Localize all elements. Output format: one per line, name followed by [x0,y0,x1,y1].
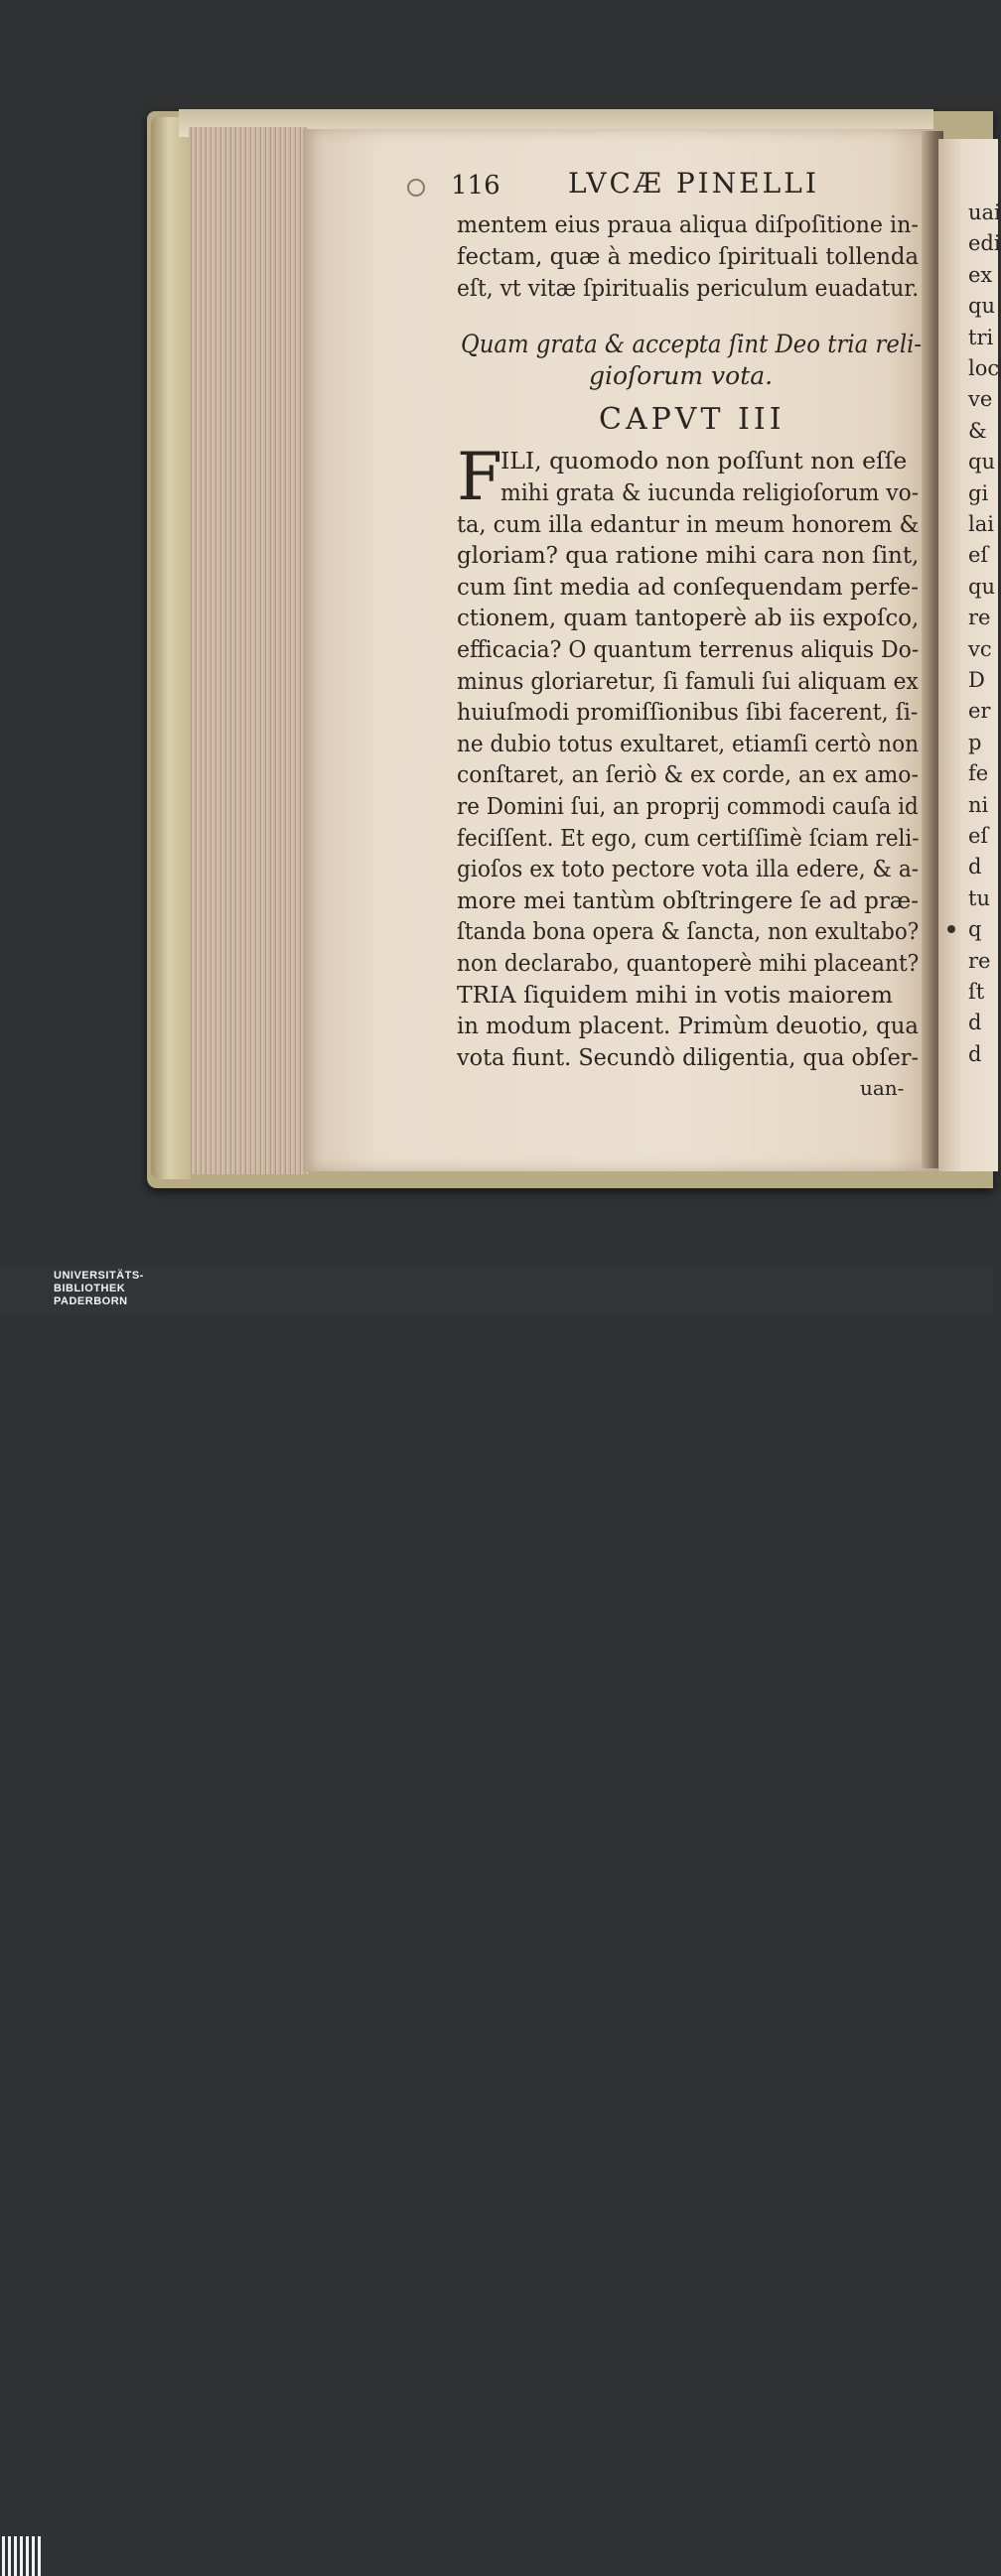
library-logo-icon [2,2536,46,2576]
text-line: TRIA ſiquidem mihi in votis maiorem [457,980,894,1009]
facing-page-fragment: eſ [968,543,989,568]
text-line: mihi grata & iucunda religioſorum vo- [500,478,920,506]
facing-page-fragment: lai [968,512,994,536]
facing-page-fragment: fe [968,761,989,786]
text-line: re Domini ſui, an proprij commodi cauſa id [457,792,919,820]
facing-page-fragment: gi [968,480,989,505]
chapter-label: CAPVT III [599,402,786,437]
text-line: gloriam? qua ratione mihi cara non ſint, [457,541,920,570]
text-line: cum ſint media ad conſequendam perfe- [457,572,919,601]
text-line: minus gloriaretur, ſi famuli ſui aliquam ex [457,666,919,695]
facing-page-fragment: d [968,1041,982,1066]
facing-page-fragment: er [968,699,991,724]
ink-spot [947,925,955,933]
text-line: fectam, quæ à medico ſpirituali tollenda [457,242,920,270]
facing-page-fragment: D [968,668,985,692]
facing-page-fragment: loc [968,356,1000,380]
library-name-line: PADERBORN [54,1295,128,1307]
text-line: efficacia? O quantum terrenus aliquis Do- [457,635,920,663]
facing-page-fragment: qu [968,294,995,319]
text-line: ne dubio totus exultaret, etiamſi certò non [457,729,919,757]
facing-page-fragment: qu [968,450,995,475]
library-footer [0,1266,993,1315]
facing-page-fragment: eſ [968,824,989,848]
facing-page-fragment: ſt [968,980,985,1004]
text-line: in modum placent. Primùm deuotio, qua [457,1012,919,1040]
facing-page-fragment: p [968,730,982,754]
text-line: conſtaret, an ſeriò & ex corde, an ex amo- [457,760,919,789]
chapter-title-line: Quam grata & accepta ſint Deo tria reli- [461,330,923,358]
page-number: 116 [451,171,500,201]
catchword: uan- [860,1076,905,1100]
text-line: non declarabo, quantoperè mihi placeant? [457,949,920,977]
text-line: eſt, vt vitæ ſpiritualis periculum euadatur. [457,274,920,302]
facing-page-fragment: re [968,948,991,973]
text-line: ILI, quomodo non poſſunt non eſſe [500,447,908,475]
text-line: gioſos ex toto pectore vota illa edere, & a- [457,855,920,883]
text-line: more mei tantùm obſtringere ſe ad præ- [457,885,919,914]
facing-page-fragment: q [968,917,982,942]
facing-page-fragment: edi [968,231,1001,256]
facing-page-fragment: d [968,855,982,880]
facing-page-fragment: ve [968,387,993,412]
facing-page-fragment: ex [968,262,993,287]
chapter-title-line: gioſorum vota. [589,361,774,390]
scan-stage [0,0,1001,1266]
facing-page-fragment: re [968,606,991,630]
facing-page-fragment: qu [968,574,995,599]
facing-page-fragment: d [968,1011,982,1035]
text-line: mentem eius praua aliqua diſpoſitione in- [457,210,919,238]
facing-page-fragment: uai [968,201,1001,224]
text-line: feciſſent. Et ego, cum certiſſimè ſciam reli- [457,823,920,852]
running-head: LVCÆ PINELLI [568,167,819,200]
facing-page-fragment: tri [968,325,994,349]
library-name-line: UNIVERSITÄTS- [54,1270,144,1282]
text-line: huiuſmodi promiſſionibus ſibi facerent, ſi- [457,698,919,727]
drop-initial: F [457,439,502,515]
text-line: ctionem, quam tantoperè ab iis expoſco, [457,604,920,632]
facing-page-fragment: & [968,418,987,443]
facing-page-fragment: vc [968,636,992,661]
text-line: ta, cum illa edantur in meum honorem & [457,509,920,538]
facing-page-fragment: tu [968,885,990,910]
paper-hole [407,179,425,197]
page-block-edges [189,127,308,1174]
library-name-line: BIBLIOTHEK [54,1283,126,1294]
facing-page [938,139,1001,1171]
text-line: ſtanda bona opera & ſancta, non exultabo? [457,917,920,946]
book-binding-edge [151,117,191,1179]
facing-page-fragment: ni [968,792,989,817]
text-line: vota fiunt. Secundò diligentia, qua obſer- [457,1042,920,1071]
